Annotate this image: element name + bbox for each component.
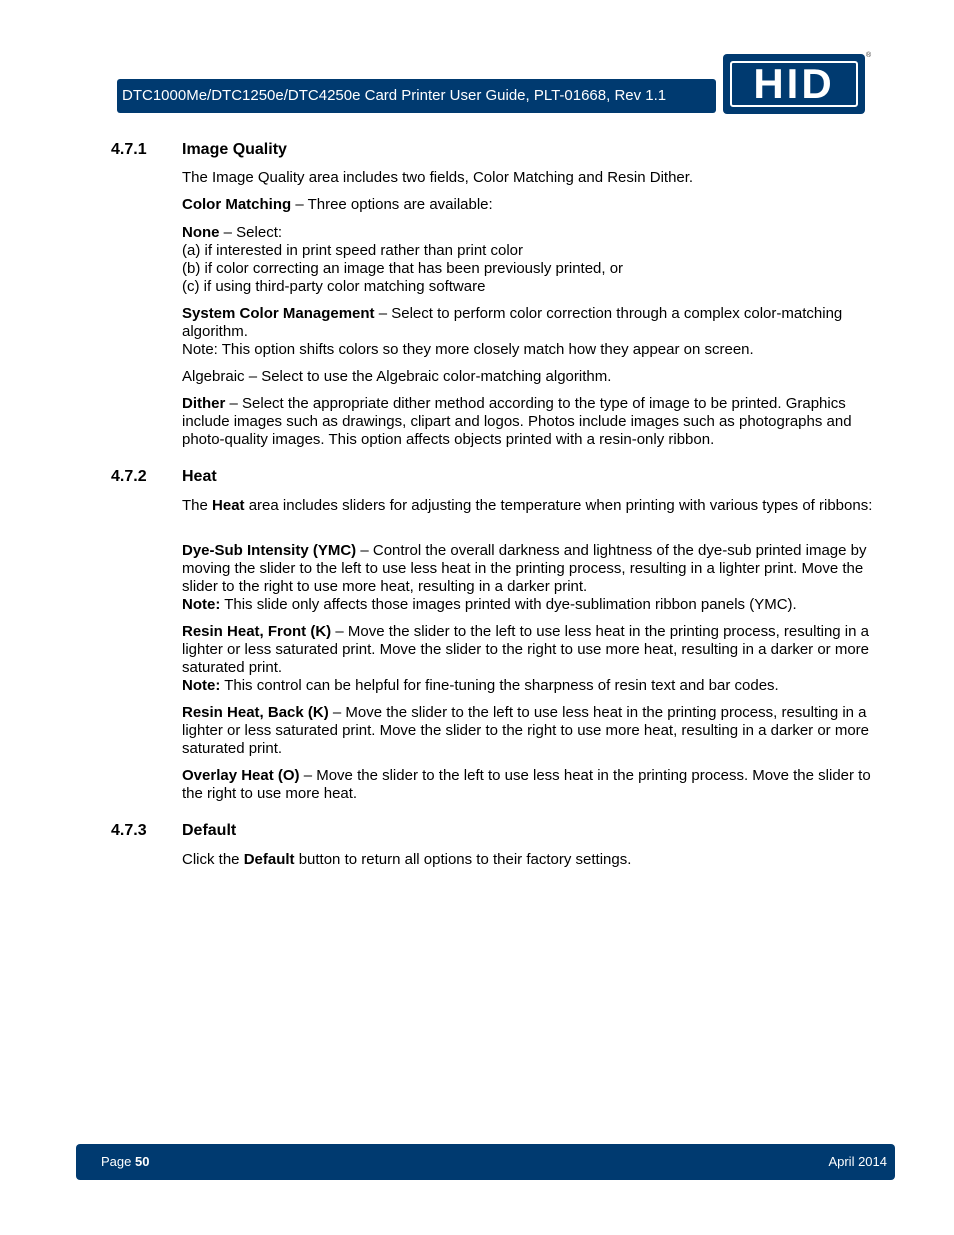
dither-paragraph <box>182 395 877 449</box>
dye-sub-note-label: Note: <box>182 596 221 613</box>
heat-intro-post: area includes sliders for adjusting the temperature when printing with various types of ribbons: <box>244 497 873 514</box>
section-number-heat: 4.7.2 <box>111 468 147 485</box>
image-quality-intro: The Image Quality area includes two fields, Color Matching and Resin Dither. <box>182 169 694 186</box>
resin-front-note-text: This control can be helpful for fine-tuning the sharpness of resin text and bar codes. <box>220 677 779 694</box>
default-text-post: button to return all options to their factory settings. <box>294 851 632 868</box>
algebraic-paragraph: Algebraic – Select to use the Algebraic color-matching algorithm. <box>182 368 612 385</box>
overlay-heat-label: Overlay Heat (O) <box>182 767 300 784</box>
registered-mark: ® <box>866 52 872 59</box>
default-text-pre: Click the <box>182 851 244 868</box>
resin-back-text: – Move the slider to the left to use less heat in the printing process, resulting in a lighter or less saturated print. Move the slider to the right to use more heat, resulting in a darker or more saturated print. <box>182 704 869 757</box>
resin-back-paragraph <box>182 704 877 758</box>
none-option-b: (b) if color correcting an image that has been previously printed, or <box>182 260 624 277</box>
section-title-default: Default <box>182 822 237 839</box>
none-text: – Select: <box>219 224 283 241</box>
resin-back-label: Resin Heat, Back (K) <box>182 704 329 721</box>
scm-text: – Select to perform color correction through a complex color-matching algorithm. <box>182 305 843 340</box>
section-number-default: 4.7.3 <box>111 822 147 839</box>
dye-sub-label: Dye-Sub Intensity (YMC) <box>182 542 357 559</box>
none-option-a: (a) if interested in print speed rather than print color <box>182 242 524 259</box>
document-header-bar <box>117 79 716 113</box>
dye-sub-note-text: This slide only affects those images printed with dye-sublimation ribbon panels (YMC). <box>220 596 797 613</box>
resin-front-note-label: Note: <box>182 677 221 694</box>
color-matching-paragraph <box>182 196 877 214</box>
dither-label: Dither <box>182 395 226 412</box>
none-option-c: (c) if using third-party color matching software <box>182 278 486 295</box>
none-option-block <box>182 224 877 296</box>
heat-intro-bold: Heat <box>212 497 245 514</box>
heat-intro-pre: The <box>182 497 213 514</box>
section-title-heat: Heat <box>182 468 217 485</box>
document-title: DTC1000Me/DTC1250e/DTC4250e Card Printer User Guide, PLT-01668, Rev 1.1 <box>122 87 667 104</box>
dye-sub-block <box>182 542 877 614</box>
page-indicator <box>101 1144 149 1180</box>
system-color-management-block <box>182 305 877 359</box>
resin-front-text: – Move the slider to the left to use less heat in the printing process, resulting in a lighter or less saturated print. Move the slider to the right to use more heat, resulting in a darker or more saturated print. <box>182 623 869 676</box>
page-number: 50 <box>134 1154 150 1169</box>
color-matching-text: – Three options are available: <box>291 196 493 213</box>
heat-intro <box>182 497 877 515</box>
hid-logo <box>723 54 865 114</box>
resin-front-label: Resin Heat, Front (K) <box>182 623 332 640</box>
color-matching-label: Color Matching <box>182 196 292 213</box>
dither-text: – Select the appropriate dither method according to the type of image to be printed. Graphics include images such as drawings, clipart and logos. Photos include images such as photographs and photo-quality images. This option affects objects printed with a resin-only ribbon. <box>182 395 852 448</box>
section-title-image-quality: Image Quality <box>182 141 287 158</box>
resin-front-block <box>182 623 877 695</box>
dye-sub-text: – Control the overall darkness and lightness of the dye-sub printed image by moving the slider to the left to use less heat in the printing process, resulting in a lighter print. Move the slider to the right to use more heat, resulting in a darker print. <box>182 542 867 595</box>
section-number-image-quality: 4.7.1 <box>111 141 147 158</box>
scm-note: Note: This option shifts colors so they more closely match how they appear on screen. <box>182 341 754 358</box>
default-text-bold: Default <box>243 851 295 868</box>
footer-date: April 2014 <box>828 1154 887 1169</box>
none-label: None <box>182 224 220 241</box>
scm-label: System Color Management <box>182 305 375 322</box>
document-footer-bar <box>76 1144 895 1180</box>
default-paragraph <box>182 851 877 869</box>
overlay-heat-text: – Move the slider to the left to use less heat in the printing process. Move the slider to the right to use more heat. <box>182 767 871 802</box>
page-label: Page <box>101 1154 135 1169</box>
overlay-heat-paragraph <box>182 767 877 803</box>
hid-logo-text: HID <box>730 61 858 107</box>
